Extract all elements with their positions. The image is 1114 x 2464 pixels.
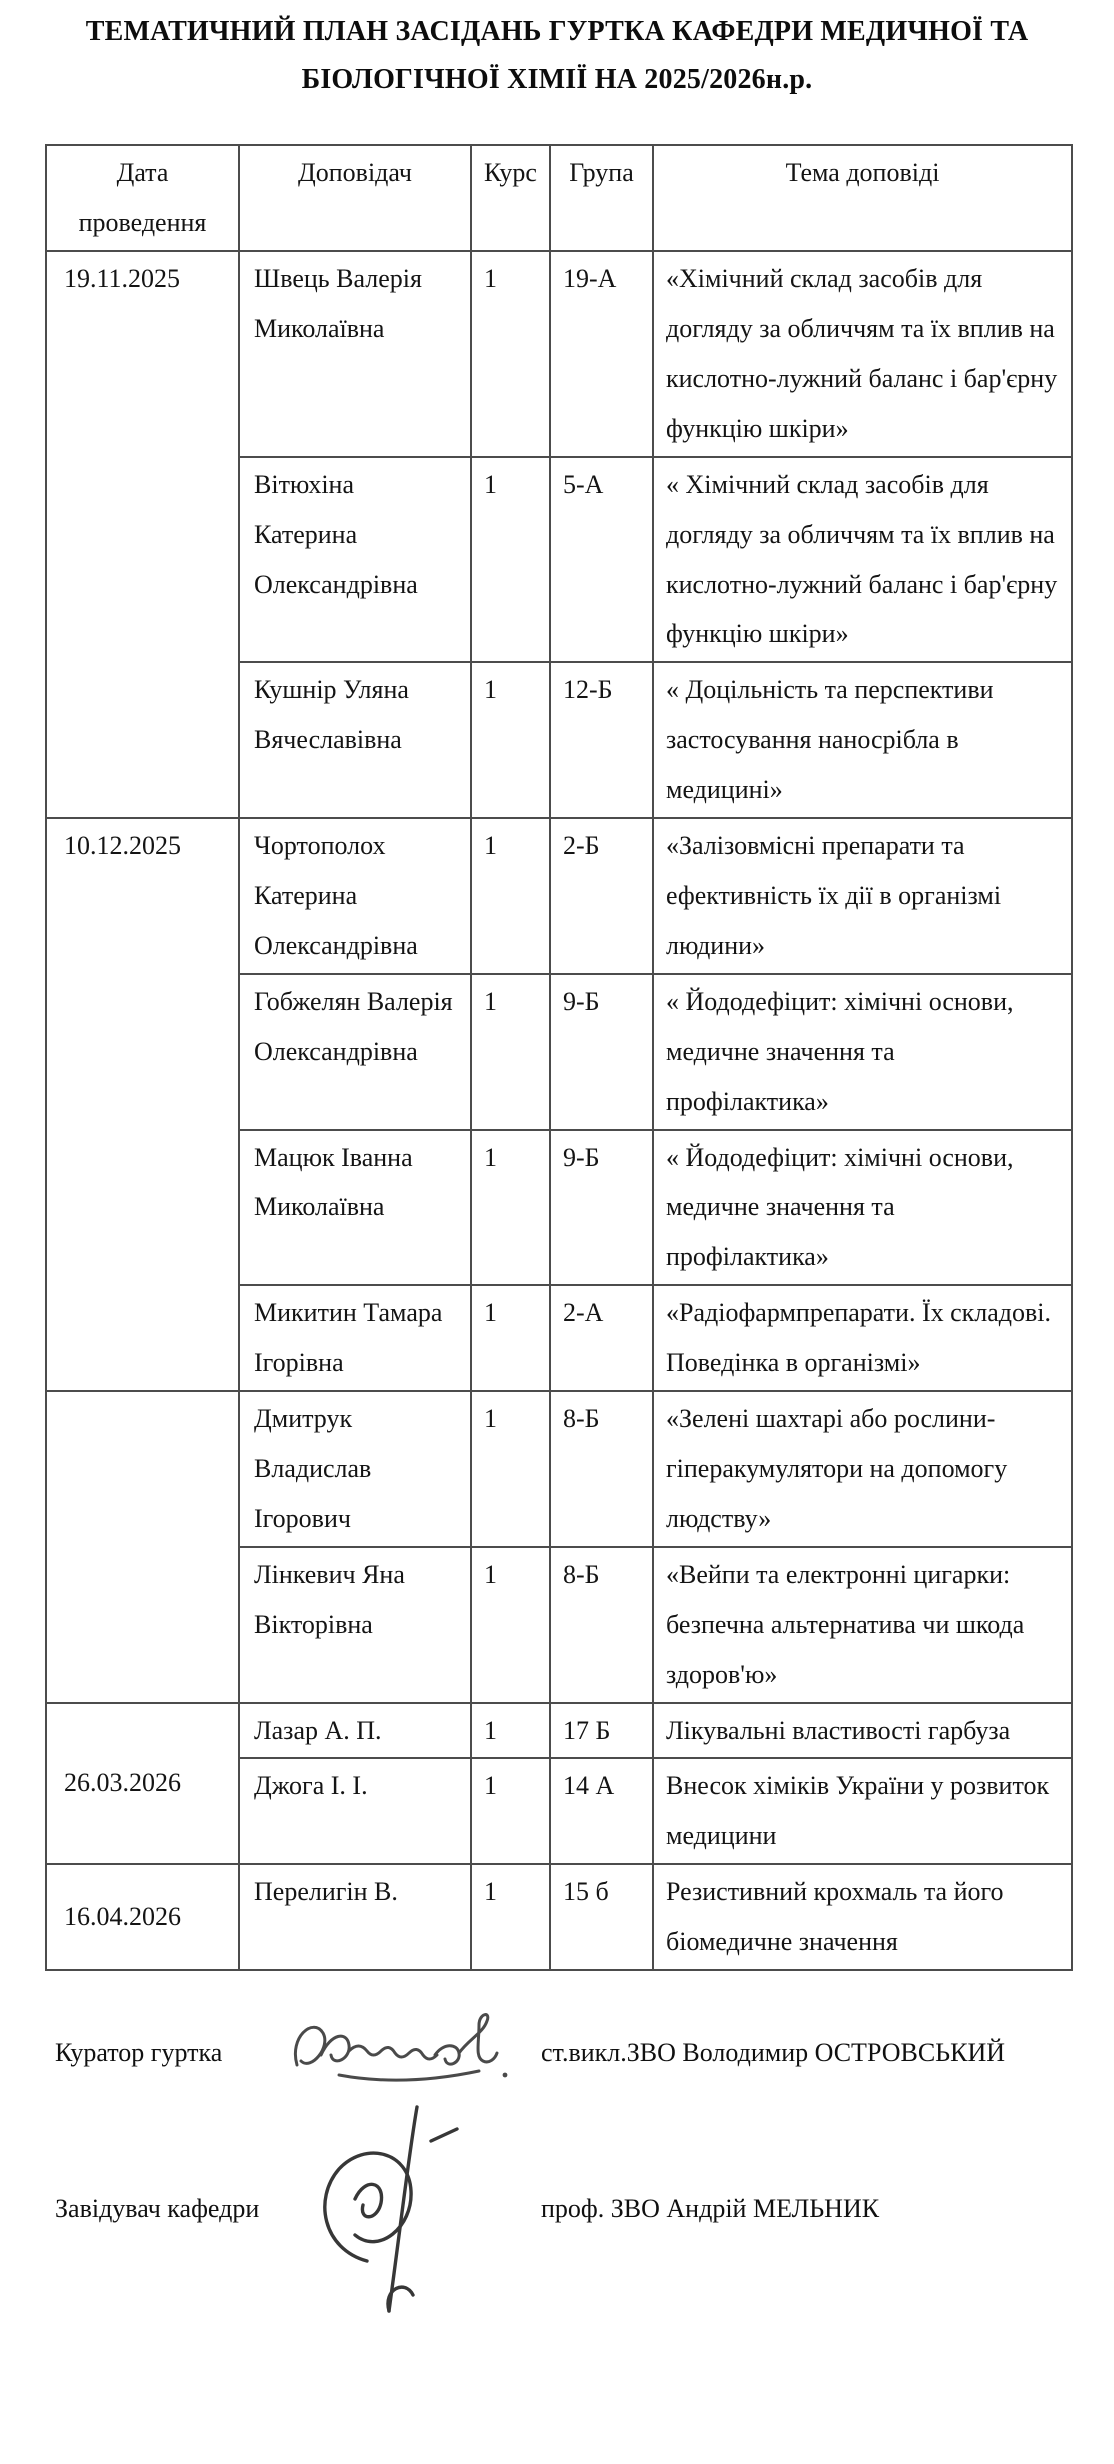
course-cell: 1 [471, 818, 550, 974]
speaker-cell: Гобжелян Валерія Олександрівна [239, 974, 471, 1130]
group-cell: 19-А [550, 251, 653, 457]
group-cell: 2-А [550, 1285, 653, 1391]
table-row [46, 1703, 1072, 1759]
speaker-cell: Микитин Тамара Ігорівна [239, 1285, 471, 1391]
page-title-line1: ТЕМАТИЧНИЙ ПЛАН ЗАСІДАНЬ ГУРТКА КАФЕДРИ МЕДИЧНОЇ ТА [85, 16, 1029, 47]
topic-cell: « Йододефіцит: хімічні основи, медичне значення та профілактика» [653, 974, 1072, 1130]
table-row [46, 1391, 1072, 1547]
curator-label: Куратор гуртка [55, 2038, 223, 2068]
curator-signature-icon [283, 2009, 541, 2097]
date-cell-empty [46, 1391, 239, 1702]
group-cell: 8-Б [550, 1547, 653, 1703]
document-page [0, 8, 1114, 2464]
col-header-course: Курс [471, 145, 550, 251]
topic-cell: Резистивний крохмаль та його біомедичне значення [653, 1864, 1072, 1970]
date-cell: 26.03.2026 [46, 1703, 239, 1865]
group-cell: 2-Б [550, 818, 653, 974]
head-signature-icon [283, 2103, 541, 2315]
head-signature-row [55, 2103, 1114, 2315]
table-row [46, 251, 1072, 457]
speaker-cell: Мацюк Іванна Миколаївна [239, 1130, 471, 1286]
course-cell: 1 [471, 1864, 550, 1970]
speaker-cell: Чортополох Катерина Олександрівна [239, 818, 471, 974]
table-header-row [46, 145, 1072, 251]
speaker-cell: Швець Валерія Миколаївна [239, 251, 471, 457]
date-cell: 19.11.2025 [46, 251, 239, 818]
speaker-cell: Кушнір Уляна Вячеславівна [239, 662, 471, 818]
topic-cell: « Хімічний склад засобів для догляду за обличчям та їх вплив на кислотно-лужний баланс і бар'єрну функцію шкіри» [653, 457, 1072, 663]
date-cell: 16.04.2026 [46, 1864, 239, 1970]
curator-name: ст.викл.ЗВО Володимир ОСТРОВСЬКИЙ [541, 2038, 1006, 2068]
col-header-group: Група [550, 145, 653, 251]
group-cell: 15 б [550, 1864, 653, 1970]
topic-cell: «Хімічний склад засобів для догляду за обличчям та їх вплив на кислотно-лужний баланс і бар'єрну функцію шкіри» [653, 251, 1072, 457]
curator-signature-row [55, 2009, 1114, 2097]
group-cell: 9-Б [550, 974, 653, 1130]
course-cell: 1 [471, 1547, 550, 1703]
topic-cell: « Йододефіцит: хімічні основи, медичне значення та профілактика» [653, 1130, 1072, 1286]
group-cell: 17 Б [550, 1703, 653, 1759]
page-title-line2: БІОЛОГІЧНОЇ ХІМІЇ НА 2025/2026н.р. [301, 64, 813, 96]
topic-cell: « Доцільність та перспективи застосування наносрібла в медицині» [653, 662, 1072, 818]
course-cell: 1 [471, 974, 550, 1130]
course-cell: 1 [471, 662, 550, 818]
course-cell: 1 [471, 1130, 550, 1286]
col-header-topic: Тема доповіді [653, 145, 1072, 251]
topic-cell: «Залізовмісні препарати та ефективність їх дії в організмі людини» [653, 818, 1072, 974]
date-cell: 10.12.2025 [46, 818, 239, 1391]
speaker-cell: Перелигін В. [239, 1864, 471, 1970]
course-cell: 1 [471, 1391, 550, 1547]
topic-cell: «Зелені шахтарі або рослини-гіперакумулятори на допомогу людству» [653, 1391, 1072, 1547]
schedule-table [45, 144, 1073, 1971]
topic-cell: Лікувальні властивості гарбуза [653, 1703, 1072, 1759]
topic-cell: Внесок хіміків України у розвиток медицини [653, 1758, 1072, 1864]
col-header-speaker: Доповідач [239, 145, 471, 251]
topic-cell: «Вейпи та електронні цигарки: безпечна альтернатива чи шкода здоров'ю» [653, 1547, 1072, 1703]
topic-cell: «Радіофармпрепарати. Їх складові. Поведінка в організмі» [653, 1285, 1072, 1391]
group-cell: 5-А [550, 457, 653, 663]
group-cell: 8-Б [550, 1391, 653, 1547]
speaker-cell: Джога І. І. [239, 1758, 471, 1864]
signature-block [55, 2009, 1114, 2315]
table-row [46, 818, 1072, 974]
speaker-cell: Дмитрук Владислав Ігорович [239, 1391, 471, 1547]
head-name: проф. ЗВО Андрій МЕЛЬНИК [541, 2194, 880, 2224]
col-header-date: Дата проведення [46, 145, 239, 251]
group-cell: 12-Б [550, 662, 653, 818]
course-cell: 1 [471, 457, 550, 663]
speaker-cell: Лінкевич Яна Вікторівна [239, 1547, 471, 1703]
speaker-cell: Лазар А. П. [239, 1703, 471, 1759]
course-cell: 1 [471, 1703, 550, 1759]
head-label: Завідувач кафедри [55, 2194, 260, 2224]
group-cell: 9-Б [550, 1130, 653, 1286]
group-cell: 14 А [550, 1758, 653, 1864]
table-row [46, 1864, 1072, 1970]
course-cell: 1 [471, 1285, 550, 1391]
speaker-cell: Вітюхіна Катерина Олександрівна [239, 457, 471, 663]
course-cell: 1 [471, 251, 550, 457]
page-title [28, 8, 1086, 104]
course-cell: 1 [471, 1758, 550, 1864]
